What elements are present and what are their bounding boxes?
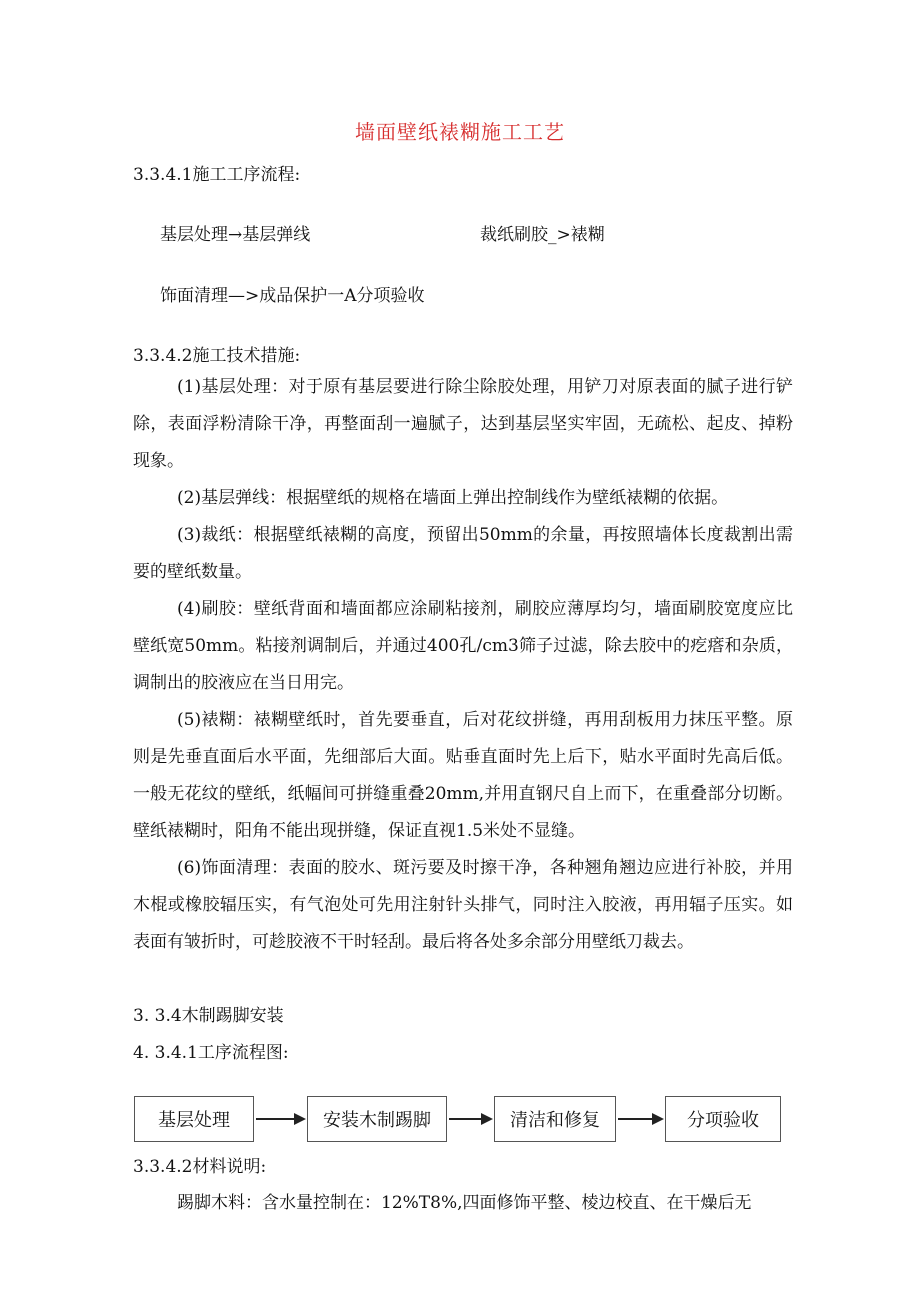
paragraph-glue-brushing: (4)刷胶：壁纸背面和墙面都应涂刷粘接剂，刷胶应薄厚均匀，墙面刷胶宽度应比壁纸宽50mm。粘接剂调制后，并通过400孔/cm3筛子过滤，除去胶中的疙瘩和杂质，调制出的胶液应在当日用完。 [133, 599, 793, 693]
flow-text-line1-b: 裁纸刷胶_>裱糊 [480, 225, 605, 245]
flowchart-step-label: 分项验收 [687, 1110, 759, 1131]
paragraph-skirting-material: 踢脚木料：含水量控制在：12%T8%,四面修饰平整、棱边校直、在干燥后无 [177, 1193, 752, 1213]
section-heading-materials: 3.3.4.2材料说明: [133, 1157, 267, 1177]
section-heading-process: 3.3.4.1施工工序流程: [133, 165, 301, 185]
section-heading-skirting: 3. 3.4木制踢脚安装 [133, 1006, 284, 1026]
flowchart-step-base-treatment [134, 1096, 254, 1142]
section-heading-flowchart: 4. 3.4.1工序流程图: [133, 1043, 289, 1063]
flow-text-line2: 饰面清理—>成品保护一A分项验收 [160, 286, 425, 306]
paragraph-mounting: (5)裱糊：裱糊壁纸时，首先要垂直，后对花纹拼缝，再用刮板用力抹压平整。原则是先垂直面后水平面，先细部后大面。贴垂直面时先上后下，贴水平面时先高后低。一般无花纹的壁纸，纸幅间可拼缝重叠20mm,并用直钢尺自上而下，在重叠部分切断。壁纸裱糊时，阳角不能出现拼缝，保证直视1.5米处不显缝。 [133, 710, 793, 841]
flowchart-arrow-icon [449, 1110, 493, 1128]
flowchart-step-install-skirting [307, 1096, 447, 1142]
paragraph-base-snapline: (2)基层弹线：根据壁纸的规格在墙面上弹出控制线作为壁纸裱糊的依据。 [177, 488, 729, 508]
flowchart-arrow-icon [618, 1110, 664, 1128]
section-heading-measures: 3.3.4.2施工技术措施: [133, 346, 301, 366]
flowchart-step-label: 基层处理 [158, 1110, 230, 1131]
flow-text-line1-a: 基层处理→基层弹线 [160, 225, 311, 245]
flowchart-step-acceptance [665, 1096, 781, 1142]
flowchart-step-label: 安装木制踢脚 [323, 1110, 431, 1131]
flowchart-arrow-icon [256, 1110, 306, 1128]
paragraph-paper-cutting: (3)裁纸：根据壁纸裱糊的高度，预留出50mm的余量，再按照墙体长度裁割出需要的壁纸数量。 [133, 525, 793, 582]
page-title: 墙面壁纸裱糊施工工艺 [355, 120, 565, 144]
flowchart-step-label: 清洁和修复 [510, 1110, 600, 1131]
flowchart-step-clean-repair [494, 1096, 616, 1142]
paragraph-base-treatment: (1)基层处理：对于原有基层要进行除尘除胶处理，用铲刀对原表面的腻子进行铲除，表面浮粉清除干净，再整面刮一遍腻子，达到基层坚实牢固，无疏松、起皮、掉粉现象。 [133, 377, 793, 471]
paragraph-surface-cleaning: (6)饰面清理：表面的胶水、斑污要及时擦干净，各种翘角翘边应进行补胶，并用木棍或橡胶辐压实，有气泡处可先用注射针头排气，同时注入胶液，再用辐子压实。如表面有皱折时，可趁胶液不干时轻刮。最后将各处多余部分用壁纸刀裁去。 [133, 858, 793, 952]
